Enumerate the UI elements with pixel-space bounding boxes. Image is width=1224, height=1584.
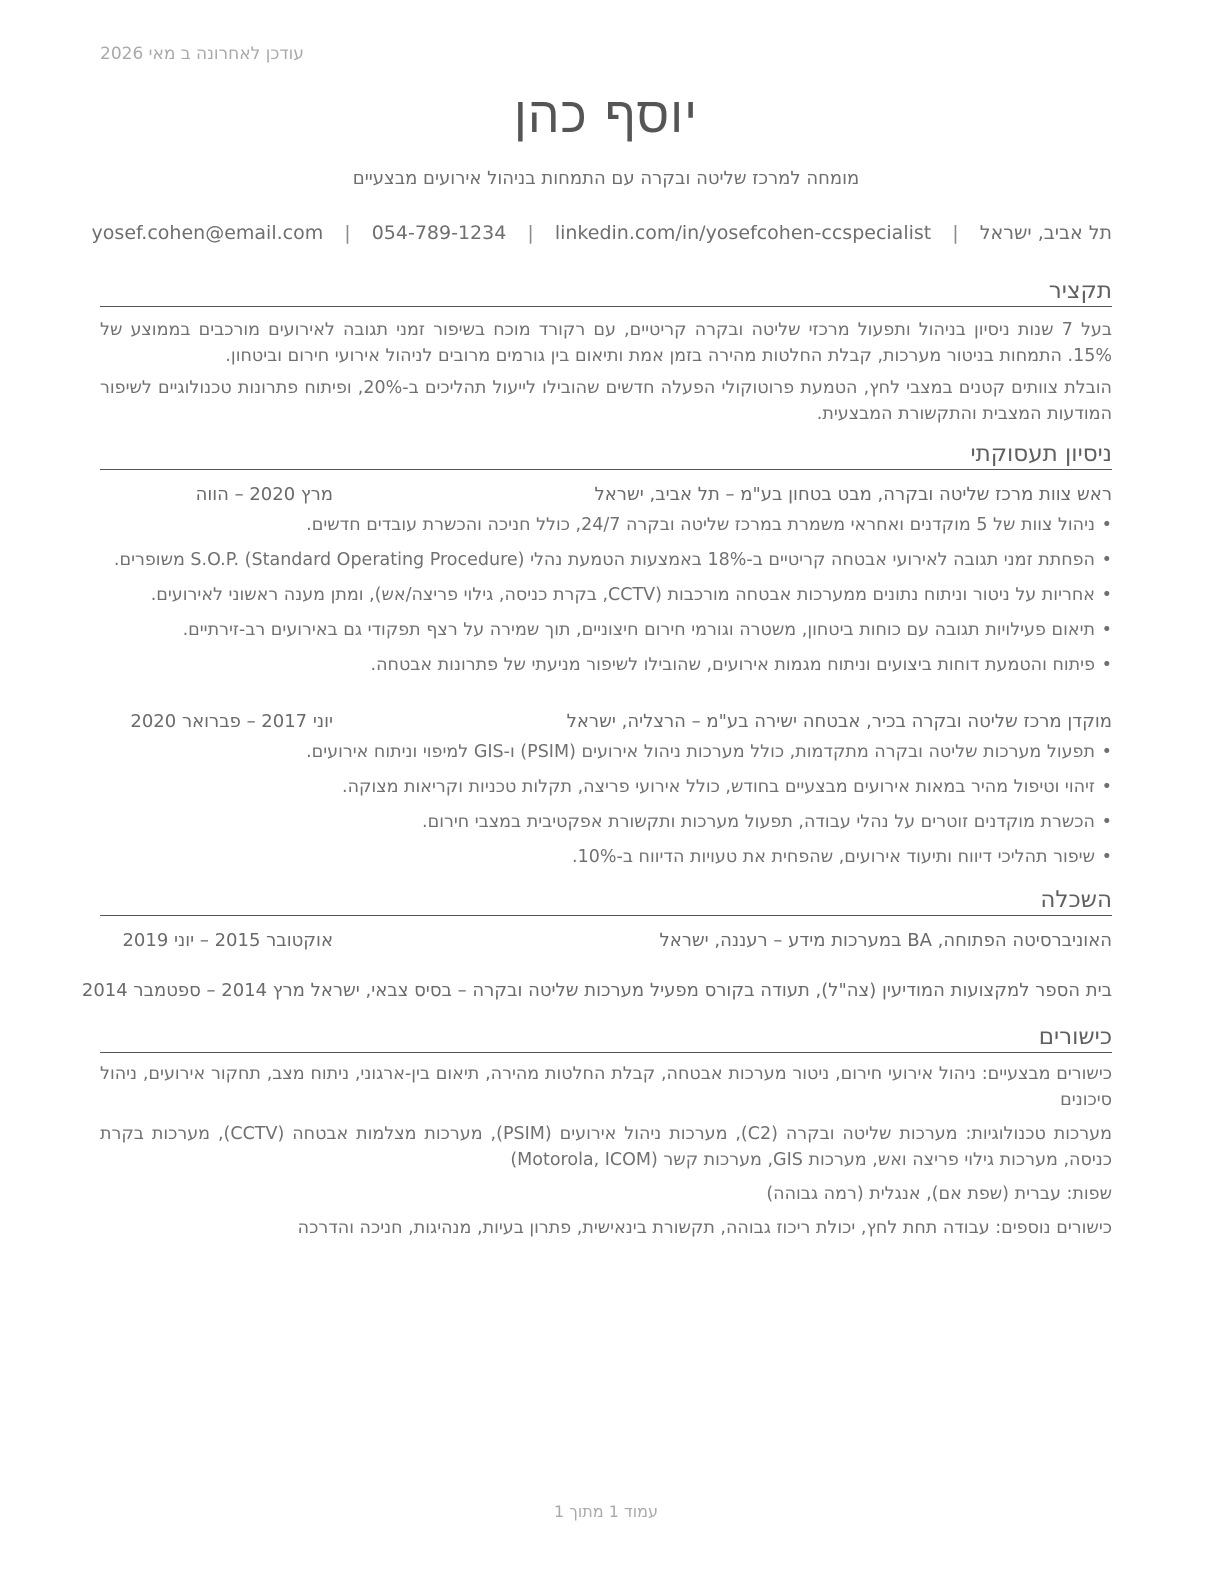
contact-email[interactable]: yosef.cohen@email.com [91,222,324,244]
section-title-education: השכלה [100,879,1112,916]
bullet-dot-icon: • [1101,620,1112,640]
bullet-dot-icon: • [1101,550,1112,570]
skills-section [100,1016,1112,1241]
summary-section [100,270,1112,433]
contact-phone[interactable]: 054-789-1234 [371,222,507,244]
job-bullet: • תפעול מערכות שליטה ובקרה מתקדמות, כולל מערכות ניהול אירועים (PSIM) ו-GIS למיפוי וניתוח אירועים. [100,739,1112,765]
job-entry [100,482,1112,678]
contact-separator: | [527,222,534,244]
job-bullet: • זיהוי וטיפול מהיר במאות אירועים מבצעיים בחודש, כולל אירועי פריצה, תקלות טכניות וקריאות מצוקה. [100,774,1112,800]
resume-content [81,270,1112,1241]
summary-paragraph: הובלת צוותים קטנים במצבי לחץ, הטמעת פרוטוקולי הפעלה חדשים שהובילו לייעול תהליכים ב-20%, ופיתוח פתרונות טכנולוגיים לשיפור המודעות המצבית והתקשורת המבצעית. [100,378,1112,424]
job-bullet: • הפחתת זמני תגובה לאירועי אבטחה קריטיים ב-18% באמצעות הטמעת נהלי S.O.P. (Standard Operating Procedure) משופרים. [100,547,1112,573]
education-section [81,879,1112,1004]
last-updated-note: עודכן לאחרונה ב מאי 2026 [100,44,304,64]
job-bullet: • פיתוח והטמעת דוחות ביצועים וניתוח מגמות אירועים, שהובילו לשיפור מניעתי של פתרונות אבטחה. [100,652,1112,678]
job-bullet: • תיאום פעילויות תגובה עם כוחות ביטחון, משטרה וגורמי חירום חיצוניים, תוך שמירה על רצף תפקודי גם באירועים רב-זירתיים. [100,617,1112,643]
job-bullet: • אחריות על ניטור וניתוח נתונים ממערכות אבטחה מורכבות (CCTV, בקרת כניסה, גילוי פריצה/אש), ומתן מענה ראשוני לאירועים. [100,582,1112,608]
education-entry [100,928,1112,954]
job-entry [100,709,1112,870]
job-role: מוקדן מרכז שליטה ובקרה בכיר, אבטחה ישירה בע"מ – הרצליה, ישראל [566,711,1112,732]
job-dates: מרץ 2020 – הווה [195,484,333,505]
contact-separator: | [952,222,959,244]
contact-linkedin[interactable]: linkedin.com/in/yosefcohen-ccspecialist [554,222,932,244]
bullet-dot-icon: • [1101,585,1112,605]
job-bullet: • הכשרת מוקדנים זוטרים על נהלי עבודה, תפעול מערכות ותקשורת אפקטיבית במצבי חירום. [100,809,1112,835]
bullet-dot-icon: • [1101,742,1112,762]
bullet-dot-icon: • [1101,515,1112,535]
education-entry: בית הספר למקצועות המודיעין (צה"ל), תעודה בקורס מפעיל מערכות שליטה ובקרה – בסיס צבאי, ישראל מרץ 2014 – ספטמבר 2014 [81,980,1112,1001]
resume-page [81,0,1112,1584]
page-number: עמוד 1 מתוך 1 [554,1502,658,1521]
section-title-experience: ניסיון תעסוקתי [100,433,1112,470]
job-bullet: • שיפור תהליכי דיווח ותיעוד אירועים, שהפחית את טעויות הדיווח ב-10%. [100,844,1112,870]
candidate-headline: מומחה למרכז שליטה ובקרה עם התמחות בניהול אירועים מבצעיים [352,168,860,189]
job-dates: יוני 2017 – פברואר 2020 [130,711,333,732]
job-header [100,709,1112,735]
job-bullets [100,512,1112,678]
contact-location: תל אביב, ישראל [979,222,1112,244]
candidate-name: יוסף כהן [513,86,699,144]
skills-line: מערכות טכנולוגיות: מערכות שליטה ובקרה (C2), מערכות ניהול אירועים (PSIM), מערכות מצלמות אבטחה (CCTV), מערכות בקרת כניסה, מערכות גילוי פריצה ואש, מערכות GIS, מערכות קשר (Motorola, ICOM) [100,1124,1112,1170]
job-bullet: • ניהול צוות של 5 מוקדנים ואחראי משמרת במרכז שליטה ובקרה 24/7, כולל חניכה והכשרת עובדים חדשים. [100,512,1112,538]
job-spacer [100,687,1112,697]
bullet-dot-icon: • [1101,847,1112,867]
education-institution: האוניברסיטה הפתוחה, BA במערכות מידע – רעננה, ישראל [659,930,1112,951]
job-role: ראש צוות מרכז שליטה ובקרה, מבט בטחון בע"מ – תל אביב, ישראל [594,484,1112,505]
section-title-summary: תקציר [100,270,1112,307]
bullet-dot-icon: • [1101,812,1112,832]
bullet-dot-icon: • [1101,777,1112,797]
bullet-dot-icon: • [1101,655,1112,675]
skills-line: כישורים מבצעיים: ניהול אירועי חירום, ניטור מערכות אבטחה, קבלת החלטות מהירה, תיאום בין-ארגוני, ניתוח מצב, תחקור אירועים, ניהול סיכונים [100,1064,1112,1110]
skills-line: שפות: עברית (שפת אם), אנגלית (רמה גבוהה) [766,1184,1112,1204]
skills-line: כישורים נוספים: עבודה תחת לחץ, יכולת ריכוז גבוהה, תקשורת בינאישית, פתרון בעיות, מנהיגות, חניכה והדרכה [297,1218,1112,1238]
education-dates: אוקטובר 2015 – יוני 2019 [122,930,333,951]
job-bullets [100,739,1112,870]
section-title-skills: כישורים [100,1016,1112,1053]
experience-section [100,433,1112,870]
contact-line [91,222,1112,244]
summary-paragraph: בעל 7 שנות ניסיון בניהול ותפעול מרכזי שליטה ובקרה קריטיים, עם רקורד מוכח בשיפור זמני תגובה לאירועים מורכבים בממוצע של 15%. התמחות בניטור מערכות, קבלת החלטות מהירה בזמן אמת ותיאום בין גורמים מרובים לניהול אירועי חירום וביטחון. [100,320,1112,366]
job-header [100,482,1112,508]
contact-separator: | [344,222,351,244]
